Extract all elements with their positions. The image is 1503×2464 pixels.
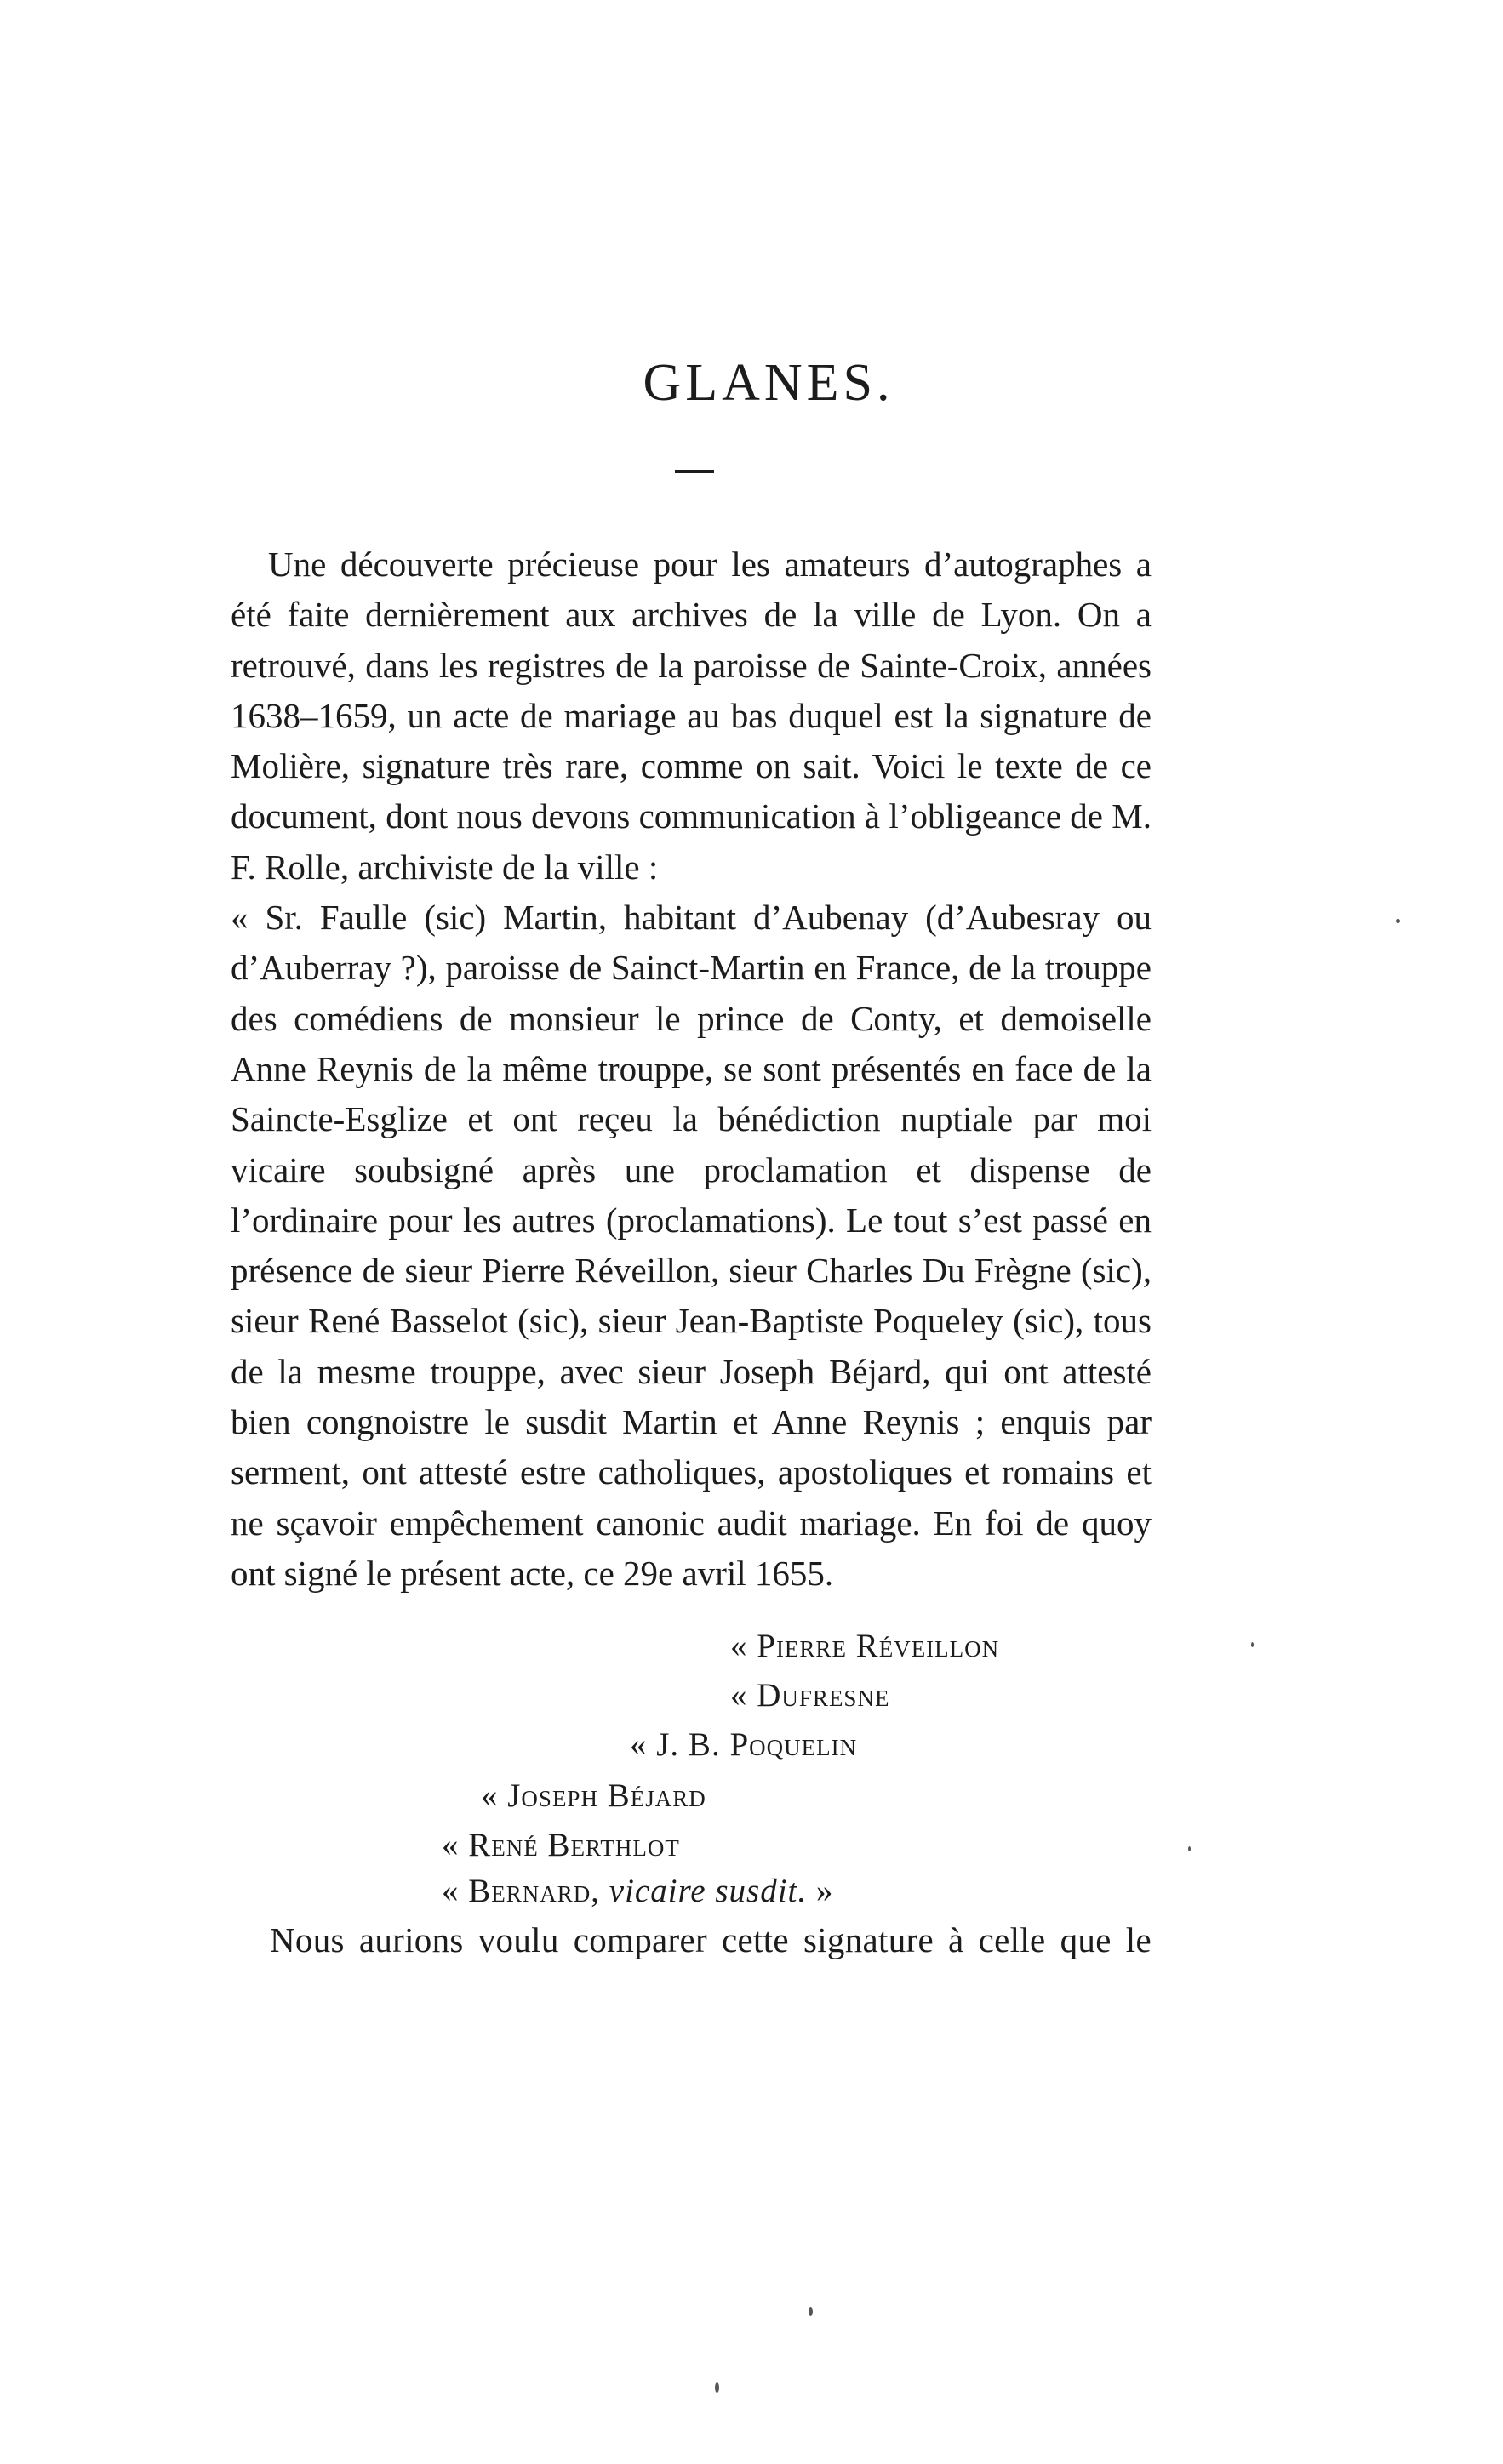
scan-speck — [715, 2382, 719, 2393]
signature-dufresne: « Dufresne — [730, 1677, 890, 1714]
scan-speck — [1188, 1846, 1191, 1851]
signature-bejard: « Joseph Béjard — [481, 1777, 706, 1814]
intro-paragraph: Une découverte précieuse pour les amateurs d’autographes a été faite dernièrement aux archives de la ville de Lyon. On a retrouvé, dans les registres de la paroisse de Sainte-Croix, années 1638–1659, un acte de mariage au bas duquel est la signature de Molière, signature très rare, comme on sait. Voici le texte de ce document, dont nous devons communication à l’obligeance de M. F. Rolle, archiviste de la ville : — [231, 545, 1152, 887]
signature-bernard-close: » — [815, 1873, 834, 1909]
signature-berthlot: « René Berthlot — [442, 1827, 680, 1863]
body-text — [231, 539, 1152, 1599]
title-rule — [675, 470, 714, 473]
signature-bernard-role: vicaire susdit. — [609, 1873, 808, 1909]
scan-speck — [1396, 919, 1400, 923]
scan-speck — [809, 2307, 813, 2316]
closing-line: Nous aurions voulu comparer cette signature à celle que le — [270, 1920, 1152, 1959]
scan-speck — [1251, 1642, 1254, 1647]
marriage-act-paragraph: « Sr. Faulle (sic) Martin, habitant d’Aubenay (d’Aubesray ou d’Auberray ?), paroisse de Sainct-Martin en France, de la trouppe des comédiens de monsieur le prince de Conty, et demoiselle Anne Reynis de la même trouppe, se sont présentés en face de la Saincte-Esglize et ont reçeu la bénédiction nuptiale par moi vicaire soubsigné après une proclamation et dispense de l’ordinaire pour les autres (proclamations). Le tout s’est passé en présence de sieur Pierre Réveillon, sieur Charles Du Frègne (sic), sieur René Basselot (sic), sieur Jean-Baptiste Poqueley (sic), tous de la mesme trouppe, avec sieur Joseph Béjard, qui ont attesté bien congnoistre le susdit Martin et Anne Reynis ; enquis par serment, ont attesté estre catholiques, apostoliques et romains et ne sçavoir empêchement canonic audit mariage. En foi de quoy ont signé le présent acte, ce 29e avril 1655. — [231, 898, 1152, 1593]
signature-bernard-name: « Bernard, — [442, 1873, 601, 1909]
signature-bernard — [442, 1872, 833, 1910]
signature-poquelin: « J. B. Poquelin — [630, 1726, 858, 1763]
page-title: GLANES. — [643, 354, 894, 412]
signature-reveillon: « Pierre Réveillon — [730, 1628, 1000, 1664]
